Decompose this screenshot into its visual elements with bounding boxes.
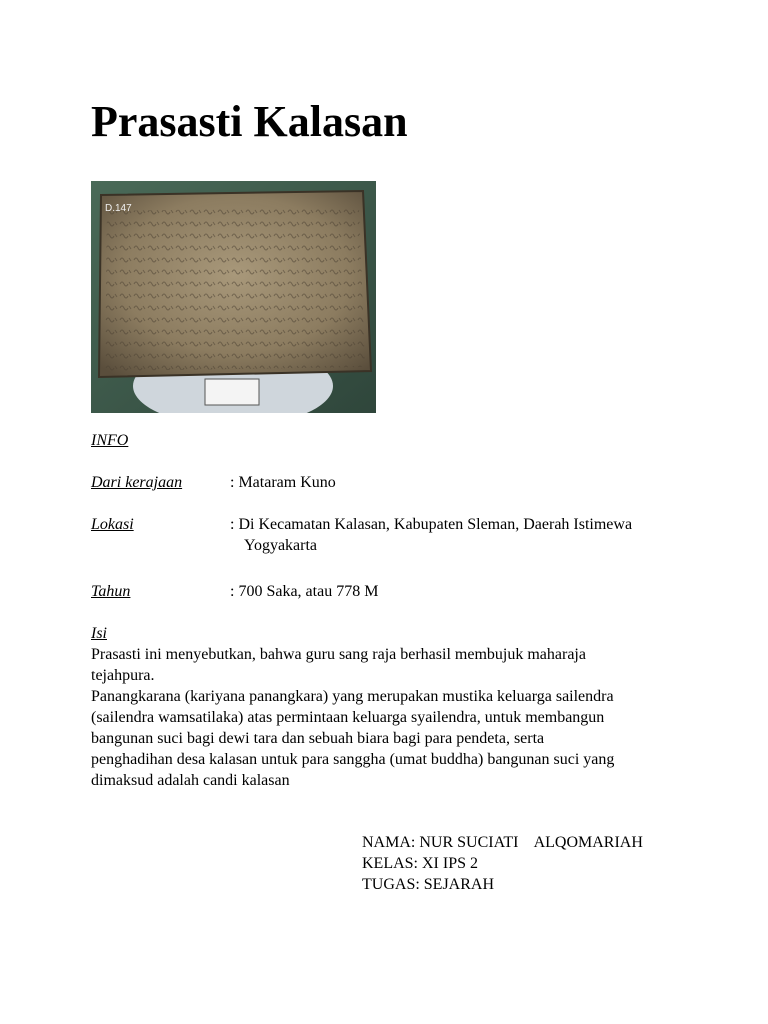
isi-line: penghadihan desa kalasan untuk para sanggha (umat buddha) bangunan suci yang (91, 751, 615, 768)
page-title: Prasasti Kalasan (91, 97, 408, 146)
isi-line: (sailendra wamsatilaka) atas permintaan keluarga syailendra, untuk membangun (91, 709, 605, 726)
isi-heading: Isi (91, 625, 107, 642)
inscription-stone-image (91, 181, 376, 413)
signature-tugas: TUGAS: SEJARAH (362, 876, 495, 893)
value-lokasi-continued: Yogyakarta (244, 537, 318, 554)
isi-line: tejahpura. (91, 667, 155, 684)
inscription-photo (91, 181, 376, 413)
isi-line: bangunan suci bagi dewi tara dan sebuah biara bagi para pendeta, serta (91, 730, 545, 747)
inscription-mark: D.147 (105, 203, 132, 214)
signature-kelas: KELAS: XI IPS 2 (362, 855, 479, 872)
label-tahun: Tahun (91, 583, 131, 600)
isi-line: Prasasti ini menyebutkan, bahwa guru sang raja berhasil membujuk maharaja (91, 646, 586, 663)
isi-paragraph (91, 644, 691, 791)
signature-block (362, 832, 643, 895)
value-dari-kerajaan: : Mataram Kuno (230, 474, 336, 491)
value-tahun: : 700 Saka, atau 778 M (230, 583, 379, 600)
info-heading: INFO (91, 432, 129, 449)
value-lokasi: : Di Kecamatan Kalasan, Kabupaten Sleman, Daerah Istimewa (230, 516, 633, 533)
label-lokasi: Lokasi (91, 516, 134, 533)
signature-nama: NAMA: NUR SUCIATI ALQOMARIAH (362, 834, 643, 851)
isi-line: dimaksud adalah candi kalasan (91, 772, 290, 789)
label-dari-kerajaan: Dari kerajaan (91, 474, 183, 491)
isi-line: Panangkarana (kariyana panangkara) yang merupakan mustika keluarga sailendra (91, 688, 614, 705)
